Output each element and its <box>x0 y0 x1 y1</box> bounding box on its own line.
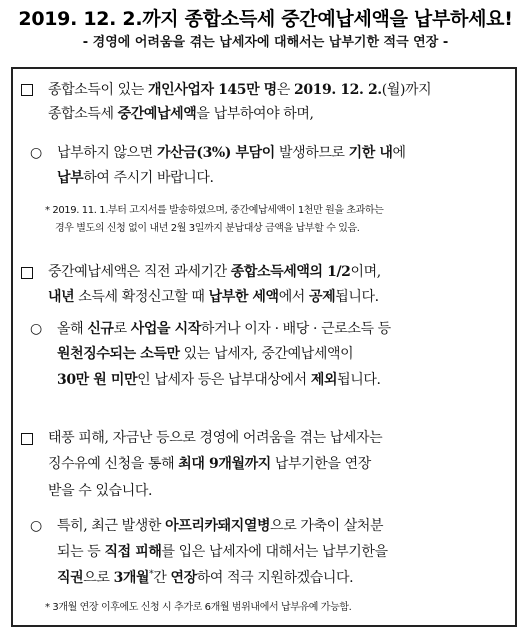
text: 간 <box>153 570 171 586</box>
emphasis: 2019. 12. 2. <box>294 82 382 98</box>
emphasis: 직권 <box>57 570 84 586</box>
text: 으로 <box>83 570 114 586</box>
emphasis: 납부한 세액 <box>208 289 279 305</box>
text: 종합소득이 있는 <box>48 82 148 98</box>
section-3-sub-line-1 <box>57 515 383 537</box>
section-1-sub-line-2 <box>57 167 214 189</box>
page-title: 2019. 12. 2.까지 종합소득세 중간예납세액을 납부하세요! <box>18 8 513 30</box>
emphasis: 직접 피해 <box>104 544 162 560</box>
section-3-line-2 <box>48 453 371 475</box>
square-bullet-icon <box>21 433 33 445</box>
section-2-line-1 <box>48 261 381 283</box>
emphasis: 중간예납세액 <box>117 106 197 122</box>
circle-bullet-icon: ○ <box>30 145 43 161</box>
section-1-line-1 <box>48 79 431 101</box>
section-2-line-2 <box>48 286 379 308</box>
text: 특히, 최근 발생한 <box>57 518 166 534</box>
text: 은 <box>276 82 294 98</box>
emphasis: 종합소득세액의 1/2 <box>230 264 351 280</box>
text: 받을 수 있습니다. <box>48 483 153 499</box>
text: 중간예납세액은 직전 과세기간 <box>48 264 231 280</box>
emphasis: 납부 <box>57 170 84 186</box>
section-3-sub-line-3 <box>57 567 353 589</box>
text: 발생하므로 <box>274 145 349 161</box>
emphasis: 사업을 시작 <box>130 321 201 337</box>
text: 로 <box>113 321 131 337</box>
square-bullet-icon <box>21 84 33 96</box>
emphasis: 원천징수되는 소득만 <box>57 346 180 362</box>
text: 납부하지 않으면 <box>57 145 157 161</box>
text: 인 납세자 등은 납부대상에서 <box>137 372 311 388</box>
text: (월)까지 <box>381 82 432 98</box>
section-1-sub-line-1 <box>57 142 406 164</box>
emphasis: 공제 <box>309 289 336 305</box>
section-2-sub-line-3 <box>57 369 381 391</box>
section-3-sub-line-2 <box>57 541 388 563</box>
text: 소득세 확정신고할 때 <box>74 289 209 305</box>
text: 하여 적극 지원하겠습니다. <box>196 570 354 586</box>
text: 징수유예 신청을 통해 <box>48 456 179 472</box>
circle-bullet-icon: ○ <box>30 321 43 337</box>
square-bullet-icon <box>21 267 33 279</box>
text: 올해 <box>57 321 88 337</box>
emphasis: 가산금(3%) 부담이 <box>156 145 275 161</box>
text: 됩니다. <box>337 372 381 388</box>
emphasis: 30만 원 미만 <box>57 372 138 388</box>
emphasis: 신규 <box>87 321 114 337</box>
emphasis: 개인사업자 145만 명 <box>147 82 277 98</box>
emphasis: 제외 <box>310 372 338 388</box>
text: 를 입은 납세자에 대해서는 납부기한을 <box>161 544 388 560</box>
text: 을 납부하여야 하며, <box>196 106 314 122</box>
text: 하거나 이자 · 배당 · 근로소득 등 <box>200 321 391 337</box>
text: 하여 주시기 바랍니다. <box>83 170 214 186</box>
text: 납부기한을 연장 <box>270 456 371 472</box>
section-3-line-1 <box>48 427 382 449</box>
emphasis: 최대 9개월까지 <box>178 456 271 472</box>
footnote-marker: * <box>149 569 154 580</box>
section-3-note-1: * 3개월 연장 이후에도 신청 시 추가로 6개월 범위내에서 납부유예 가능함. <box>45 602 352 613</box>
text: 에 <box>392 145 406 161</box>
text: 에서 <box>278 289 309 305</box>
text: 종합소득세 <box>48 106 118 122</box>
section-3-line-3 <box>48 480 152 502</box>
section-1-note-2: 경우 별도의 신청 없이 내년 2월 3일까지 분납대상 금액을 납부할 수 있음. <box>55 223 360 234</box>
text: 으로 가축이 살처분 <box>270 518 384 534</box>
text: 태풍 피해, 자금난 등으로 경영에 어려움을 겪는 납세자는 <box>48 430 383 446</box>
emphasis: 기한 내 <box>348 145 393 161</box>
circle-bullet-icon: ○ <box>30 518 43 534</box>
text: 이며, <box>350 264 381 280</box>
section-1-line-2 <box>48 103 314 125</box>
section-2-sub-line-2 <box>57 343 353 365</box>
text: 있는 납세자, 중간예납세액이 <box>179 346 354 362</box>
emphasis: 아프리카돼지열병 <box>165 518 271 534</box>
emphasis: 내년 <box>48 289 75 305</box>
section-1-note-1: * 2019. 11. 1.부터 고지서를 발송하였으며, 중간예납세액이 1천만 원을 초과하는 <box>45 205 384 216</box>
text: 됩니다. <box>335 289 379 305</box>
text: 되는 등 <box>57 544 105 560</box>
page-subtitle: - 경영에 어려움을 겪는 납세자에 대해서는 납부기한 적극 연장 - <box>82 35 449 50</box>
section-2-sub-line-1 <box>57 318 391 340</box>
emphasis: 3개월 <box>113 570 150 586</box>
emphasis: 연장 <box>170 570 197 586</box>
